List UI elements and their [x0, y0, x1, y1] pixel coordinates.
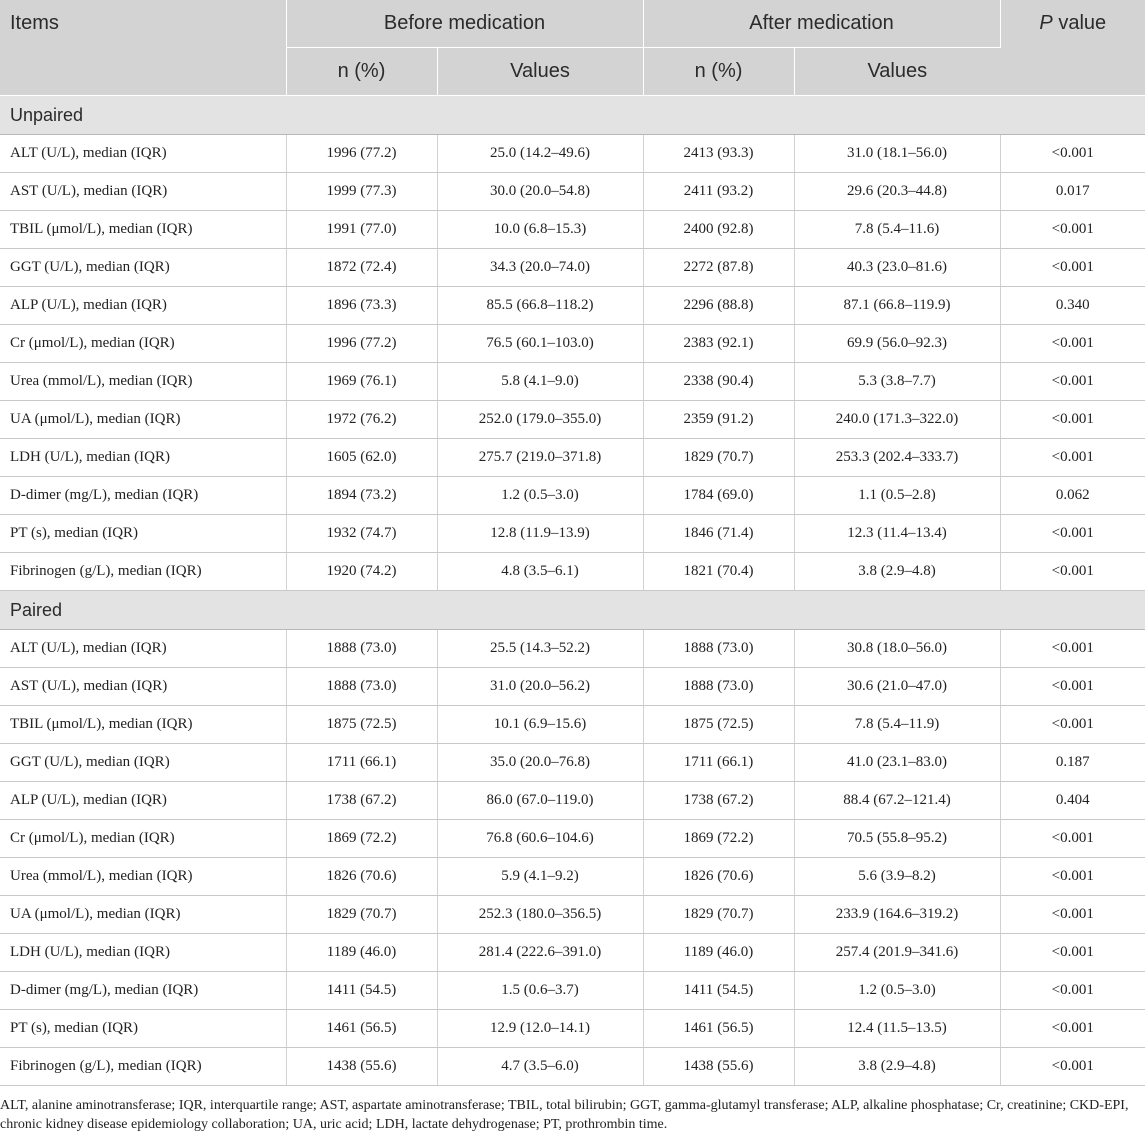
item-label-cell: TBIL (μmol/L), median (IQR)	[0, 211, 286, 249]
before-values-cell: 5.9 (4.1–9.2)	[437, 858, 643, 896]
header-before-medication: Before medication	[286, 0, 643, 48]
after-n-pct-cell: 1738 (67.2)	[643, 782, 794, 820]
p-value-cell: <0.001	[1000, 668, 1145, 706]
before-n-pct-cell: 1996 (77.2)	[286, 325, 437, 363]
before-values-cell: 35.0 (20.0–76.8)	[437, 744, 643, 782]
before-n-pct-cell: 1711 (66.1)	[286, 744, 437, 782]
item-label-cell: ALT (U/L), median (IQR)	[0, 630, 286, 668]
before-n-pct-cell: 1969 (76.1)	[286, 363, 437, 401]
before-n-pct-cell: 1972 (76.2)	[286, 401, 437, 439]
after-values-cell: 7.8 (5.4–11.9)	[794, 706, 1000, 744]
before-values-cell: 1.2 (0.5–3.0)	[437, 477, 643, 515]
p-value-cell: <0.001	[1000, 325, 1145, 363]
before-n-pct-cell: 1438 (55.6)	[286, 1048, 437, 1086]
after-values-cell: 253.3 (202.4–333.7)	[794, 439, 1000, 477]
after-values-cell: 12.4 (11.5–13.5)	[794, 1010, 1000, 1048]
item-label-cell: Cr (μmol/L), median (IQR)	[0, 820, 286, 858]
after-n-pct-cell: 2272 (87.8)	[643, 249, 794, 287]
after-values-cell: 69.9 (56.0–92.3)	[794, 325, 1000, 363]
p-value-cell: <0.001	[1000, 1048, 1145, 1086]
before-values-cell: 34.3 (20.0–74.0)	[437, 249, 643, 287]
table-row	[0, 1010, 1145, 1048]
item-label-cell: ALP (U/L), median (IQR)	[0, 782, 286, 820]
p-value-cell: 0.404	[1000, 782, 1145, 820]
before-values-cell: 76.8 (60.6–104.6)	[437, 820, 643, 858]
p-value-cell: <0.001	[1000, 934, 1145, 972]
before-n-pct-cell: 1996 (77.2)	[286, 135, 437, 173]
after-n-pct-cell: 2296 (88.8)	[643, 287, 794, 325]
before-n-pct-cell: 1411 (54.5)	[286, 972, 437, 1010]
p-value-cell: <0.001	[1000, 706, 1145, 744]
before-values-cell: 25.5 (14.3–52.2)	[437, 630, 643, 668]
before-n-pct-cell: 1872 (72.4)	[286, 249, 437, 287]
after-n-pct-cell: 1821 (70.4)	[643, 553, 794, 591]
after-values-cell: 240.0 (171.3–322.0)	[794, 401, 1000, 439]
table-body	[0, 96, 1145, 1086]
after-values-cell: 233.9 (164.6–319.2)	[794, 896, 1000, 934]
before-n-pct-cell: 1932 (74.7)	[286, 515, 437, 553]
section-title: Unpaired	[0, 96, 1145, 135]
table-row	[0, 553, 1145, 591]
p-value-cell: <0.001	[1000, 401, 1145, 439]
before-n-pct-cell: 1894 (73.2)	[286, 477, 437, 515]
after-values-cell: 70.5 (55.8–95.2)	[794, 820, 1000, 858]
item-label-cell: Fibrinogen (g/L), median (IQR)	[0, 553, 286, 591]
p-value-cell: 0.017	[1000, 173, 1145, 211]
p-value-cell: <0.001	[1000, 858, 1145, 896]
table-row	[0, 515, 1145, 553]
after-values-cell: 12.3 (11.4–13.4)	[794, 515, 1000, 553]
before-values-cell: 275.7 (219.0–371.8)	[437, 439, 643, 477]
after-values-cell: 3.8 (2.9–4.8)	[794, 1048, 1000, 1086]
before-values-cell: 4.8 (3.5–6.1)	[437, 553, 643, 591]
item-label-cell: PT (s), median (IQR)	[0, 1010, 286, 1048]
header-p-suffix: value	[1052, 12, 1107, 34]
before-n-pct-cell: 1991 (77.0)	[286, 211, 437, 249]
table-row	[0, 972, 1145, 1010]
after-n-pct-cell: 1888 (73.0)	[643, 630, 794, 668]
item-label-cell: LDH (U/L), median (IQR)	[0, 439, 286, 477]
p-value-cell: <0.001	[1000, 1010, 1145, 1048]
before-values-cell: 25.0 (14.2–49.6)	[437, 135, 643, 173]
item-label-cell: Urea (mmol/L), median (IQR)	[0, 858, 286, 896]
before-values-cell: 1.5 (0.6–3.7)	[437, 972, 643, 1010]
before-n-pct-cell: 1826 (70.6)	[286, 858, 437, 896]
after-n-pct-cell: 1888 (73.0)	[643, 668, 794, 706]
after-values-cell: 88.4 (67.2–121.4)	[794, 782, 1000, 820]
before-values-cell: 10.0 (6.8–15.3)	[437, 211, 643, 249]
header-after-n-pct: n (%)	[643, 48, 794, 96]
header-before-values: Values	[437, 48, 643, 96]
after-values-cell: 41.0 (23.1–83.0)	[794, 744, 1000, 782]
after-values-cell: 30.8 (18.0–56.0)	[794, 630, 1000, 668]
after-n-pct-cell: 1875 (72.5)	[643, 706, 794, 744]
before-values-cell: 10.1 (6.9–15.6)	[437, 706, 643, 744]
after-values-cell: 257.4 (201.9–341.6)	[794, 934, 1000, 972]
after-values-cell: 31.0 (18.1–56.0)	[794, 135, 1000, 173]
p-value-cell: 0.340	[1000, 287, 1145, 325]
after-n-pct-cell: 1846 (71.4)	[643, 515, 794, 553]
item-label-cell: Fibrinogen (g/L), median (IQR)	[0, 1048, 286, 1086]
header-after-medication: After medication	[643, 0, 1000, 48]
after-n-pct-cell: 1461 (56.5)	[643, 1010, 794, 1048]
before-n-pct-cell: 1888 (73.0)	[286, 668, 437, 706]
p-value-cell: <0.001	[1000, 630, 1145, 668]
table-row	[0, 135, 1145, 173]
item-label-cell: AST (U/L), median (IQR)	[0, 173, 286, 211]
p-value-cell: 0.187	[1000, 744, 1145, 782]
before-values-cell: 85.5 (66.8–118.2)	[437, 287, 643, 325]
table-row	[0, 363, 1145, 401]
before-values-cell: 252.3 (180.0–356.5)	[437, 896, 643, 934]
table-row	[0, 744, 1145, 782]
before-values-cell: 4.7 (3.5–6.0)	[437, 1048, 643, 1086]
table-row	[0, 287, 1145, 325]
before-n-pct-cell: 1461 (56.5)	[286, 1010, 437, 1048]
after-n-pct-cell: 2400 (92.8)	[643, 211, 794, 249]
item-label-cell: UA (μmol/L), median (IQR)	[0, 401, 286, 439]
section-row	[0, 96, 1145, 135]
p-value-cell: <0.001	[1000, 249, 1145, 287]
before-values-cell: 5.8 (4.1–9.0)	[437, 363, 643, 401]
before-values-cell: 281.4 (222.6–391.0)	[437, 934, 643, 972]
before-n-pct-cell: 1738 (67.2)	[286, 782, 437, 820]
before-values-cell: 76.5 (60.1–103.0)	[437, 325, 643, 363]
before-values-cell: 31.0 (20.0–56.2)	[437, 668, 643, 706]
item-label-cell: D-dimer (mg/L), median (IQR)	[0, 477, 286, 515]
item-label-cell: ALT (U/L), median (IQR)	[0, 135, 286, 173]
after-n-pct-cell: 2359 (91.2)	[643, 401, 794, 439]
table-row	[0, 706, 1145, 744]
after-n-pct-cell: 1826 (70.6)	[643, 858, 794, 896]
table-row	[0, 858, 1145, 896]
after-values-cell: 30.6 (21.0–47.0)	[794, 668, 1000, 706]
item-label-cell: ALP (U/L), median (IQR)	[0, 287, 286, 325]
after-n-pct-cell: 1438 (55.6)	[643, 1048, 794, 1086]
p-value-cell: <0.001	[1000, 553, 1145, 591]
before-values-cell: 252.0 (179.0–355.0)	[437, 401, 643, 439]
table-row	[0, 630, 1145, 668]
before-n-pct-cell: 1999 (77.3)	[286, 173, 437, 211]
table-row	[0, 1048, 1145, 1086]
before-n-pct-cell: 1869 (72.2)	[286, 820, 437, 858]
table-row	[0, 173, 1145, 211]
header-p-value	[1000, 0, 1145, 96]
item-label-cell: UA (μmol/L), median (IQR)	[0, 896, 286, 934]
after-n-pct-cell: 2383 (92.1)	[643, 325, 794, 363]
p-value-cell: 0.062	[1000, 477, 1145, 515]
header-p-symbol: P	[1039, 12, 1053, 34]
item-label-cell: Cr (μmol/L), median (IQR)	[0, 325, 286, 363]
after-values-cell: 7.8 (5.4–11.6)	[794, 211, 1000, 249]
after-values-cell: 5.6 (3.9–8.2)	[794, 858, 1000, 896]
p-value-cell: <0.001	[1000, 363, 1145, 401]
table-row	[0, 401, 1145, 439]
table-row	[0, 249, 1145, 287]
before-n-pct-cell: 1920 (74.2)	[286, 553, 437, 591]
header-items: Items	[0, 0, 286, 96]
p-value-cell: <0.001	[1000, 135, 1145, 173]
after-n-pct-cell: 1189 (46.0)	[643, 934, 794, 972]
after-n-pct-cell: 1784 (69.0)	[643, 477, 794, 515]
after-n-pct-cell: 1869 (72.2)	[643, 820, 794, 858]
p-value-cell: <0.001	[1000, 211, 1145, 249]
header-after-values: Values	[794, 48, 1000, 96]
after-values-cell: 5.3 (3.8–7.7)	[794, 363, 1000, 401]
before-n-pct-cell: 1896 (73.3)	[286, 287, 437, 325]
p-value-cell: <0.001	[1000, 439, 1145, 477]
header-before-n-pct: n (%)	[286, 48, 437, 96]
before-values-cell: 86.0 (67.0–119.0)	[437, 782, 643, 820]
after-n-pct-cell: 1711 (66.1)	[643, 744, 794, 782]
after-n-pct-cell: 1829 (70.7)	[643, 439, 794, 477]
table-row	[0, 439, 1145, 477]
item-label-cell: GGT (U/L), median (IQR)	[0, 249, 286, 287]
p-value-cell: <0.001	[1000, 972, 1145, 1010]
after-n-pct-cell: 1411 (54.5)	[643, 972, 794, 1010]
item-label-cell: AST (U/L), median (IQR)	[0, 668, 286, 706]
item-label-cell: PT (s), median (IQR)	[0, 515, 286, 553]
p-value-cell: <0.001	[1000, 820, 1145, 858]
p-value-cell: <0.001	[1000, 896, 1145, 934]
before-n-pct-cell: 1888 (73.0)	[286, 630, 437, 668]
table-row	[0, 934, 1145, 972]
after-n-pct-cell: 2413 (93.3)	[643, 135, 794, 173]
item-label-cell: GGT (U/L), median (IQR)	[0, 744, 286, 782]
table-row	[0, 820, 1145, 858]
before-values-cell: 12.9 (12.0–14.1)	[437, 1010, 643, 1048]
before-n-pct-cell: 1829 (70.7)	[286, 896, 437, 934]
after-values-cell: 3.8 (2.9–4.8)	[794, 553, 1000, 591]
table-row	[0, 477, 1145, 515]
after-values-cell: 40.3 (23.0–81.6)	[794, 249, 1000, 287]
table-header	[0, 0, 1145, 96]
table-row	[0, 668, 1145, 706]
after-values-cell: 29.6 (20.3–44.8)	[794, 173, 1000, 211]
after-n-pct-cell: 1829 (70.7)	[643, 896, 794, 934]
item-label-cell: TBIL (μmol/L), median (IQR)	[0, 706, 286, 744]
after-n-pct-cell: 2411 (93.2)	[643, 173, 794, 211]
after-values-cell: 1.1 (0.5–2.8)	[794, 477, 1000, 515]
before-n-pct-cell: 1189 (46.0)	[286, 934, 437, 972]
section-title: Paired	[0, 591, 1145, 630]
table-row	[0, 896, 1145, 934]
item-label-cell: Urea (mmol/L), median (IQR)	[0, 363, 286, 401]
before-values-cell: 12.8 (11.9–13.9)	[437, 515, 643, 553]
before-values-cell: 30.0 (20.0–54.8)	[437, 173, 643, 211]
after-n-pct-cell: 2338 (90.4)	[643, 363, 794, 401]
p-value-cell: <0.001	[1000, 515, 1145, 553]
item-label-cell: LDH (U/L), median (IQR)	[0, 934, 286, 972]
before-n-pct-cell: 1605 (62.0)	[286, 439, 437, 477]
table-row	[0, 325, 1145, 363]
after-values-cell: 1.2 (0.5–3.0)	[794, 972, 1000, 1010]
item-label-cell: D-dimer (mg/L), median (IQR)	[0, 972, 286, 1010]
section-row	[0, 591, 1145, 630]
table-row	[0, 211, 1145, 249]
table-row	[0, 782, 1145, 820]
before-n-pct-cell: 1875 (72.5)	[286, 706, 437, 744]
after-values-cell: 87.1 (66.8–119.9)	[794, 287, 1000, 325]
table-footnote: ALT, alanine aminotransferase; IQR, interquartile range; AST, aspartate aminotransferase; TBIL, total bilirubin; GGT, gamma-glutamyl transferase; ALP, alkaline phosphatase; Cr, creatinine; CKD-EPI, chronic kidney disease epidemiology collaboration; UA, uric acid; LDH, lactate dehydrogenase; PT, prothrombin time.	[0, 1098, 1129, 1132]
